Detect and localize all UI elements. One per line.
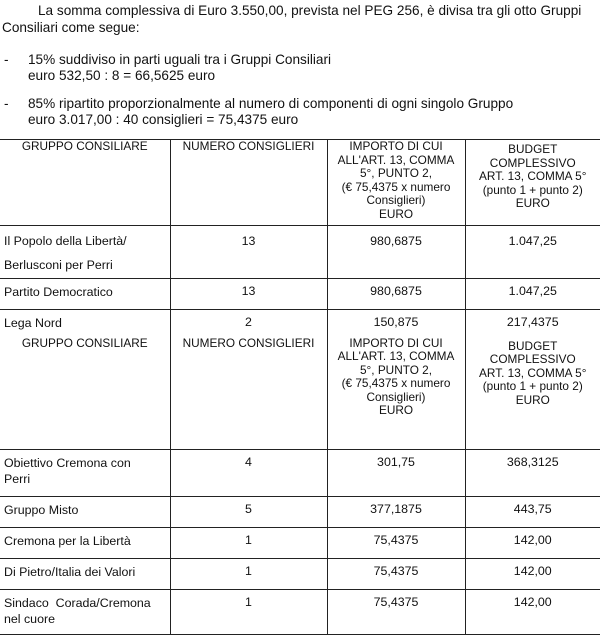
cell-budget: 443,75: [465, 497, 600, 528]
cell-gruppo: [0, 590, 170, 635]
cell-importo: 75,4375: [327, 528, 465, 559]
cell-numero: 1: [170, 590, 327, 635]
header-line: IMPORTO DI CUI: [328, 140, 465, 154]
table-header-row-repeat: [0, 337, 600, 450]
gruppo-line: Sindaco Corada/Cremona: [4, 595, 170, 611]
bullet-line: 85% ripartito proporzionalmente al numero di componenti di ogni singolo Gruppo: [28, 96, 513, 112]
header-line: BUDGET: [466, 337, 600, 354]
header-line: Consiglieri): [328, 391, 465, 405]
table-row: [0, 590, 600, 635]
cell-gruppo: [0, 450, 170, 497]
cell-budget: 1.047,25: [465, 226, 600, 279]
cell-numero: 13: [170, 226, 327, 279]
cell-numero: 1: [170, 528, 327, 559]
cell-gruppo: [0, 226, 170, 279]
table-row: [0, 450, 600, 497]
header-line: EURO: [328, 404, 465, 418]
cell-numero: 5: [170, 497, 327, 528]
table-row: [0, 279, 600, 310]
header-line: (punto 1 + punto 2): [466, 184, 600, 198]
header-line: EURO: [328, 208, 465, 222]
cell-gruppo: Lega Nord: [0, 310, 170, 337]
cell-gruppo: Partito Democratico: [0, 279, 170, 310]
cell-numero: 13: [170, 279, 327, 310]
cell-budget: 1.047,25: [465, 279, 600, 310]
header-line: Consiglieri): [328, 194, 465, 208]
bullet-line: euro 3.017,00 : 40 consiglieri = 75,4375 euro: [28, 112, 513, 128]
table-row: [0, 559, 600, 590]
cell-importo: 75,4375: [327, 590, 465, 635]
header-line: (€ 75,4375 x numero: [328, 377, 465, 391]
gruppo-line: Perri: [4, 471, 170, 487]
bullet-dash: -: [4, 52, 9, 68]
cell-gruppo: Di Pietro/Italia dei Valori: [0, 559, 170, 590]
cell-importo: 150,875: [327, 310, 465, 337]
header-line: 5°, PUNTO 2,: [328, 364, 465, 378]
cell-importo: 980,6875: [327, 279, 465, 310]
cell-numero: 1: [170, 559, 327, 590]
cell-budget: 142,00: [465, 528, 600, 559]
header-line: EURO: [466, 197, 600, 211]
cell-importo: 75,4375: [327, 559, 465, 590]
header-line: ART. 13, COMMA 5°: [466, 367, 600, 381]
cell-budget: 217,4375: [465, 310, 600, 337]
header-numero: NUMERO CONSIGLIERI: [170, 337, 327, 450]
header-line: ALL'ART. 13, COMMA: [328, 350, 465, 364]
gruppo-line: Il Popolo della Libertà/: [4, 229, 170, 253]
header-importo: [327, 337, 465, 450]
header-line: (€ 75,4375 x numero: [328, 181, 465, 195]
header-line: IMPORTO DI CUI: [328, 337, 465, 351]
bullet-line: 15% suddiviso in parti uguali tra i Gruppi Consiliari: [28, 52, 331, 68]
header-line: COMPLESSIVO: [466, 157, 600, 171]
header-budget: [465, 337, 600, 450]
header-line: 5°, PUNTO 2,: [328, 167, 465, 181]
header-line: (punto 1 + punto 2): [466, 380, 600, 394]
cell-importo: 301,75: [327, 450, 465, 497]
table-row: [0, 226, 600, 279]
gruppo-line: nel cuore: [4, 611, 170, 627]
cell-budget: 142,00: [465, 559, 600, 590]
bullet-dash: -: [4, 96, 9, 112]
header-gruppo: GRUPPO CONSILIARE: [0, 337, 170, 450]
bullet-line: euro 532,50 : 8 = 66,5625 euro: [28, 68, 331, 84]
intro-text: La somma complessiva di Euro 3.550,00, prevista nel PEG 256, è divisa tra gli otto Gruppi Consiliari come segue:: [2, 2, 600, 36]
cell-numero: 4: [170, 450, 327, 497]
header-line: COMPLESSIVO: [466, 353, 600, 367]
table-row: [0, 310, 600, 337]
header-line: ALL'ART. 13, COMMA: [328, 154, 465, 168]
header-numero: NUMERO CONSIGLIERI: [170, 140, 327, 226]
header-line: EURO: [466, 394, 600, 408]
cell-gruppo: Cremona per la Libertà: [0, 528, 170, 559]
cell-budget: 142,00: [465, 590, 600, 635]
header-line: ART. 13, COMMA 5°: [466, 170, 600, 184]
header-line: BUDGET: [466, 140, 600, 157]
cell-importo: 980,6875: [327, 226, 465, 279]
table-row: [0, 497, 600, 528]
cell-numero: 2: [170, 310, 327, 337]
header-gruppo: GRUPPO CONSILIARE: [0, 140, 170, 226]
header-budget: [465, 140, 600, 226]
gruppi-table: [0, 139, 600, 635]
gruppo-line: Obiettivo Cremona con: [4, 455, 170, 471]
table-header-row: [0, 140, 600, 226]
cell-budget: 368,3125: [465, 450, 600, 497]
cell-importo: 377,1875: [327, 497, 465, 528]
gruppo-line: Berlusconi per Perri: [4, 253, 170, 277]
header-importo: [327, 140, 465, 226]
table-row: [0, 528, 600, 559]
intro-paragraph: [2, 2, 600, 36]
cell-gruppo: Gruppo Misto: [0, 497, 170, 528]
